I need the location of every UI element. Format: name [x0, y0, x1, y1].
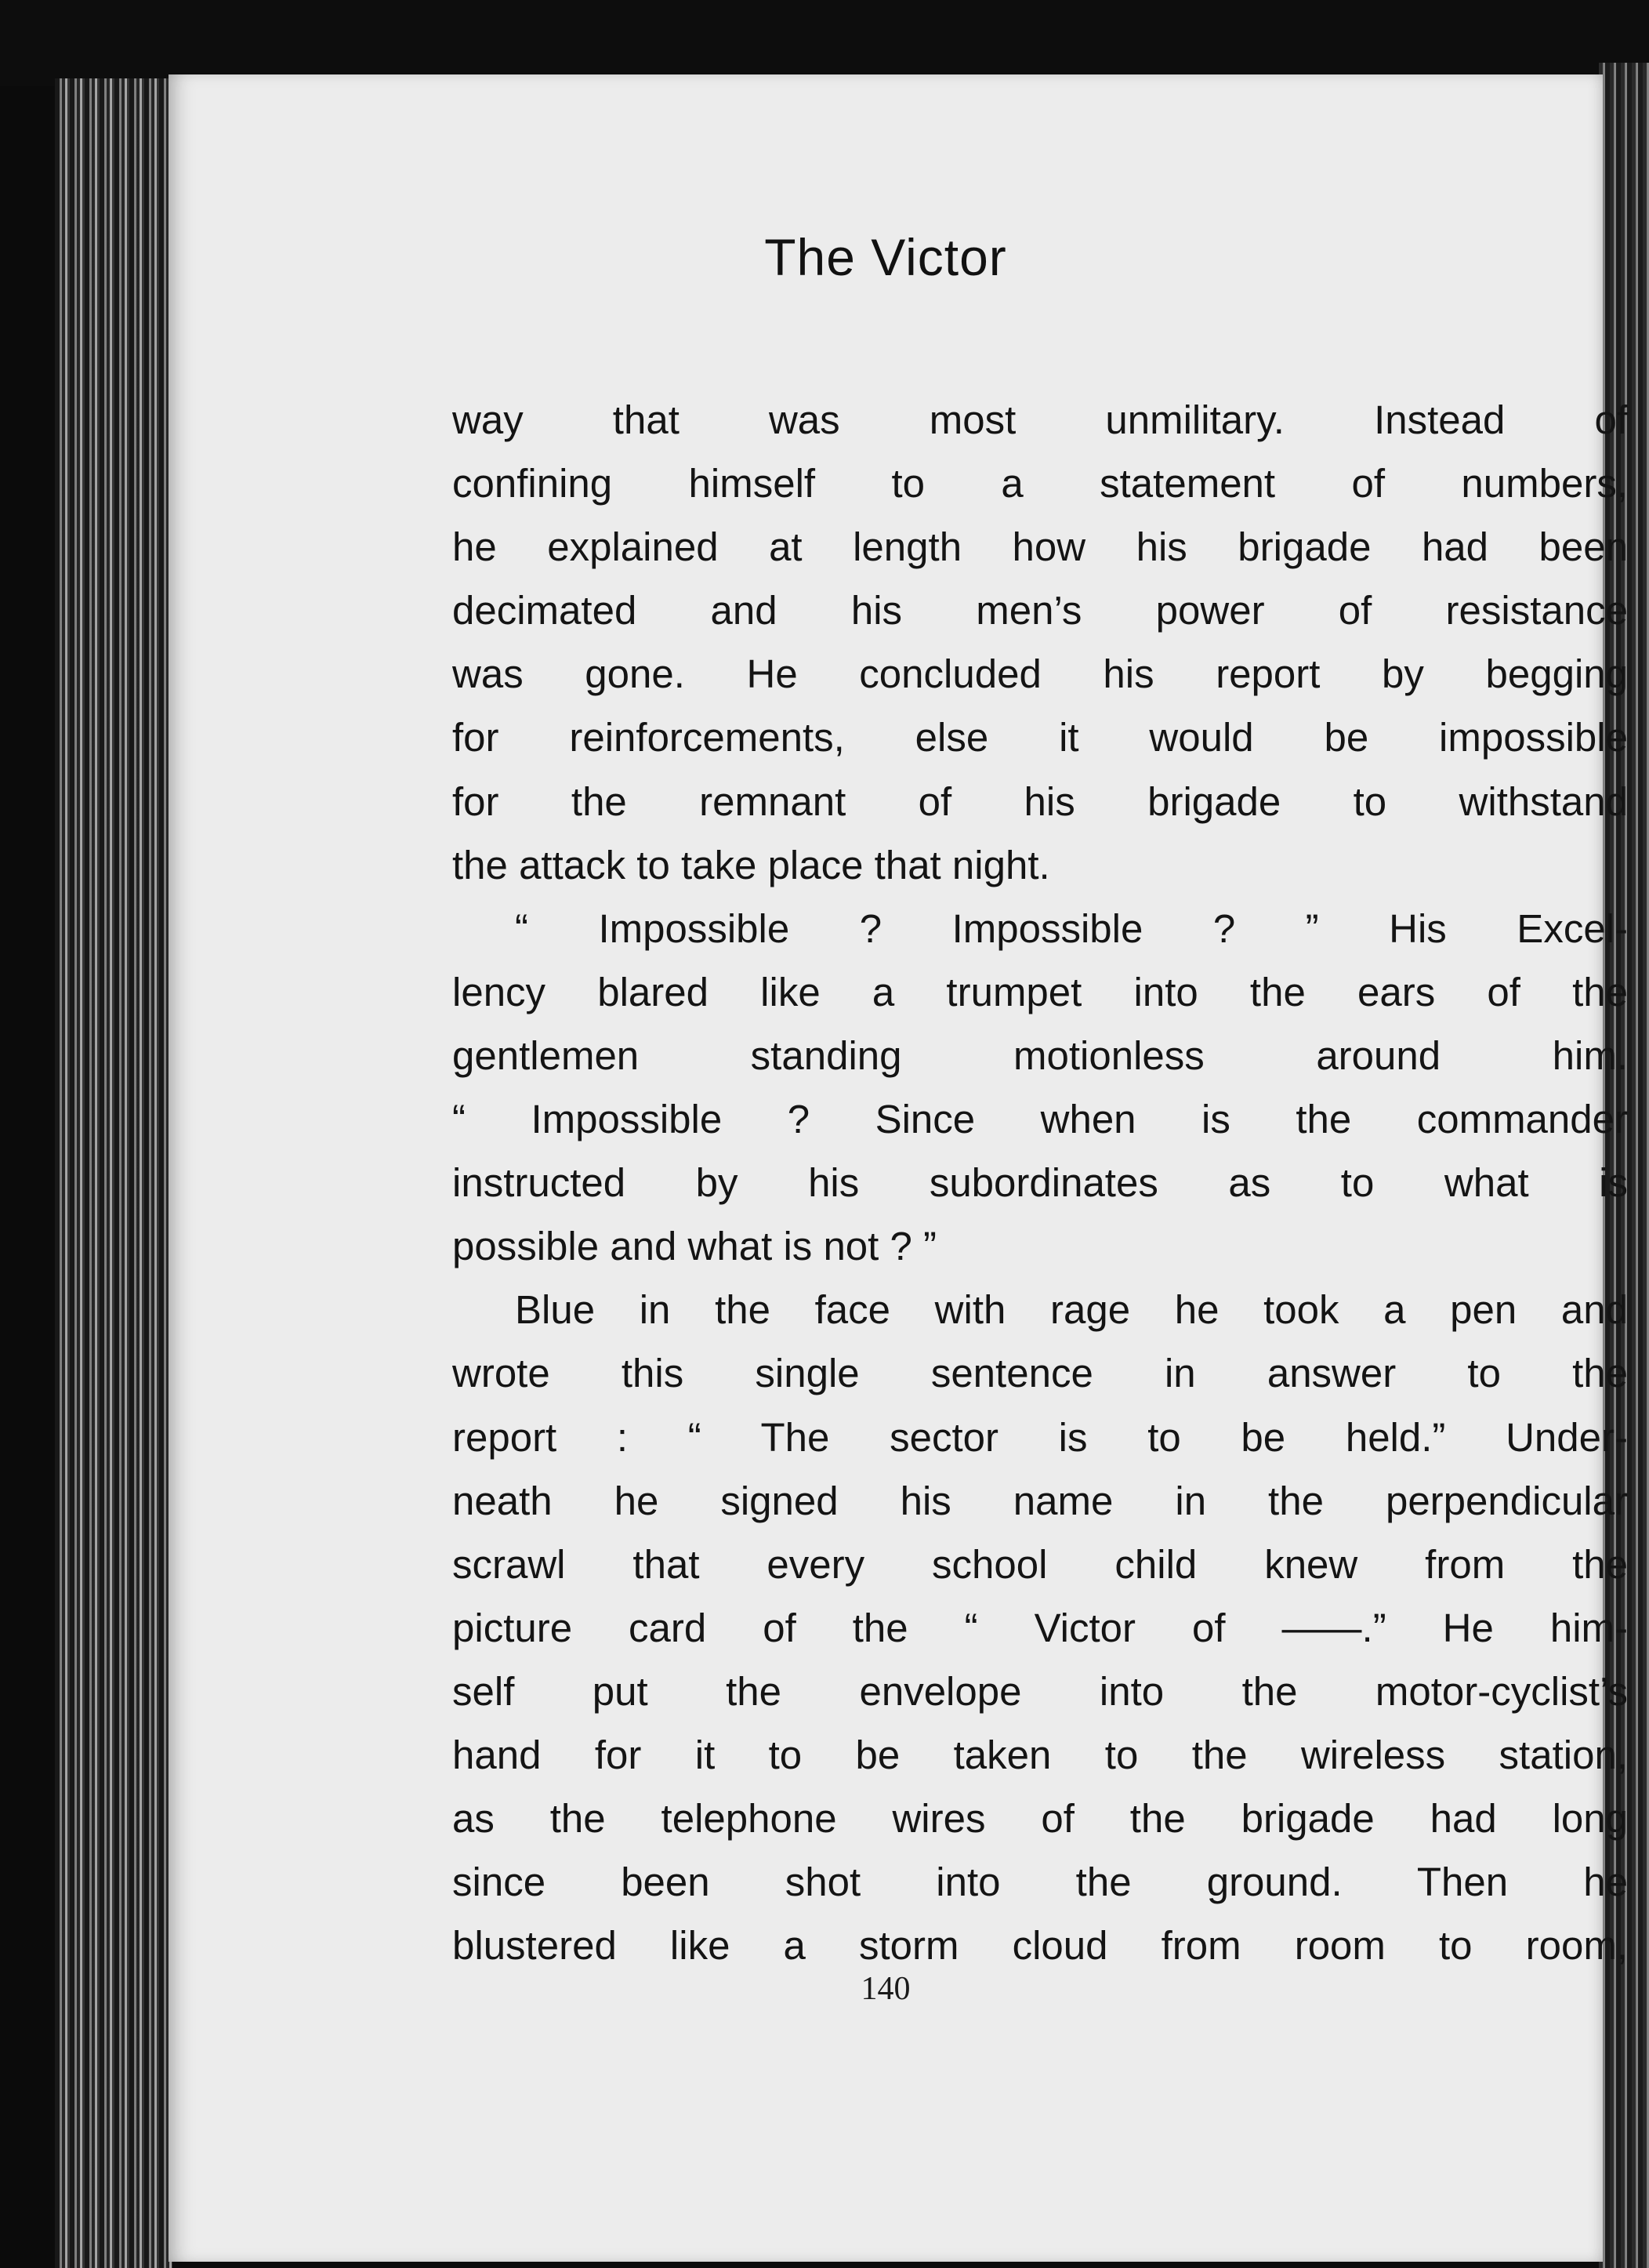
text-line: since been shot into the ground. Then he [452, 1860, 1628, 1905]
text-line: instructed by his subordinates as to what is [452, 1160, 1628, 1206]
text-line: the attack to take place that night. [452, 842, 1050, 887]
page-number: 140 [861, 1971, 911, 2007]
text-line: scrawl that every school child knew from the [452, 1541, 1628, 1587]
running-head: The Victor [764, 228, 1007, 286]
text-line: confining himself to a statement of numbers, [452, 461, 1628, 506]
text-line: gentlemen standing motionless around him. [452, 1032, 1628, 1078]
text-line: lency blared like a trumpet into the ears of the [452, 969, 1628, 1014]
text-line: blustered like a storm cloud from room to room, [452, 1923, 1628, 1969]
book-page-edges-left [55, 78, 172, 2268]
text-line: as the telephone wires of the brigade had long [452, 1796, 1628, 1842]
text-line: was gone. He concluded his report by begging [452, 651, 1628, 697]
text-line: self put the envelope into the motor-cyclist’s [452, 1668, 1628, 1714]
text-line: “ Impossible ? Since when is the commander [452, 1097, 1628, 1142]
text-line: way that was most unmilitary. Instead of [452, 397, 1628, 442]
text-line: neath he signed his name in the perpendicular [452, 1478, 1628, 1523]
text-line: report : “ The sector is to be held.” Under- [452, 1414, 1628, 1460]
text-line: for reinforcements, else it would be impossible [452, 715, 1628, 760]
body-text [452, 388, 1628, 1977]
text-line: Blue in the face with rage he took a pen and [515, 1287, 1628, 1333]
text-line: picture card of the “ Victor of ——.” He him- [452, 1605, 1628, 1650]
text-line: decimated and his men’s power of resistance [452, 588, 1628, 633]
text-line: “ Impossible ? Impossible ? ” His Excel- [515, 905, 1628, 951]
text-line: wrote this single sentence in answer to the [452, 1351, 1628, 1396]
text-line: possible and what is not ? ” [452, 1224, 937, 1269]
text-line: hand for it to be taken to the wireless station, [452, 1732, 1628, 1777]
scan-border-top [0, 0, 1649, 86]
text-line: he explained at length how his brigade had been [452, 524, 1628, 570]
text-line: for the remnant of his brigade to withstand [452, 778, 1628, 824]
book-page [169, 74, 1628, 2262]
